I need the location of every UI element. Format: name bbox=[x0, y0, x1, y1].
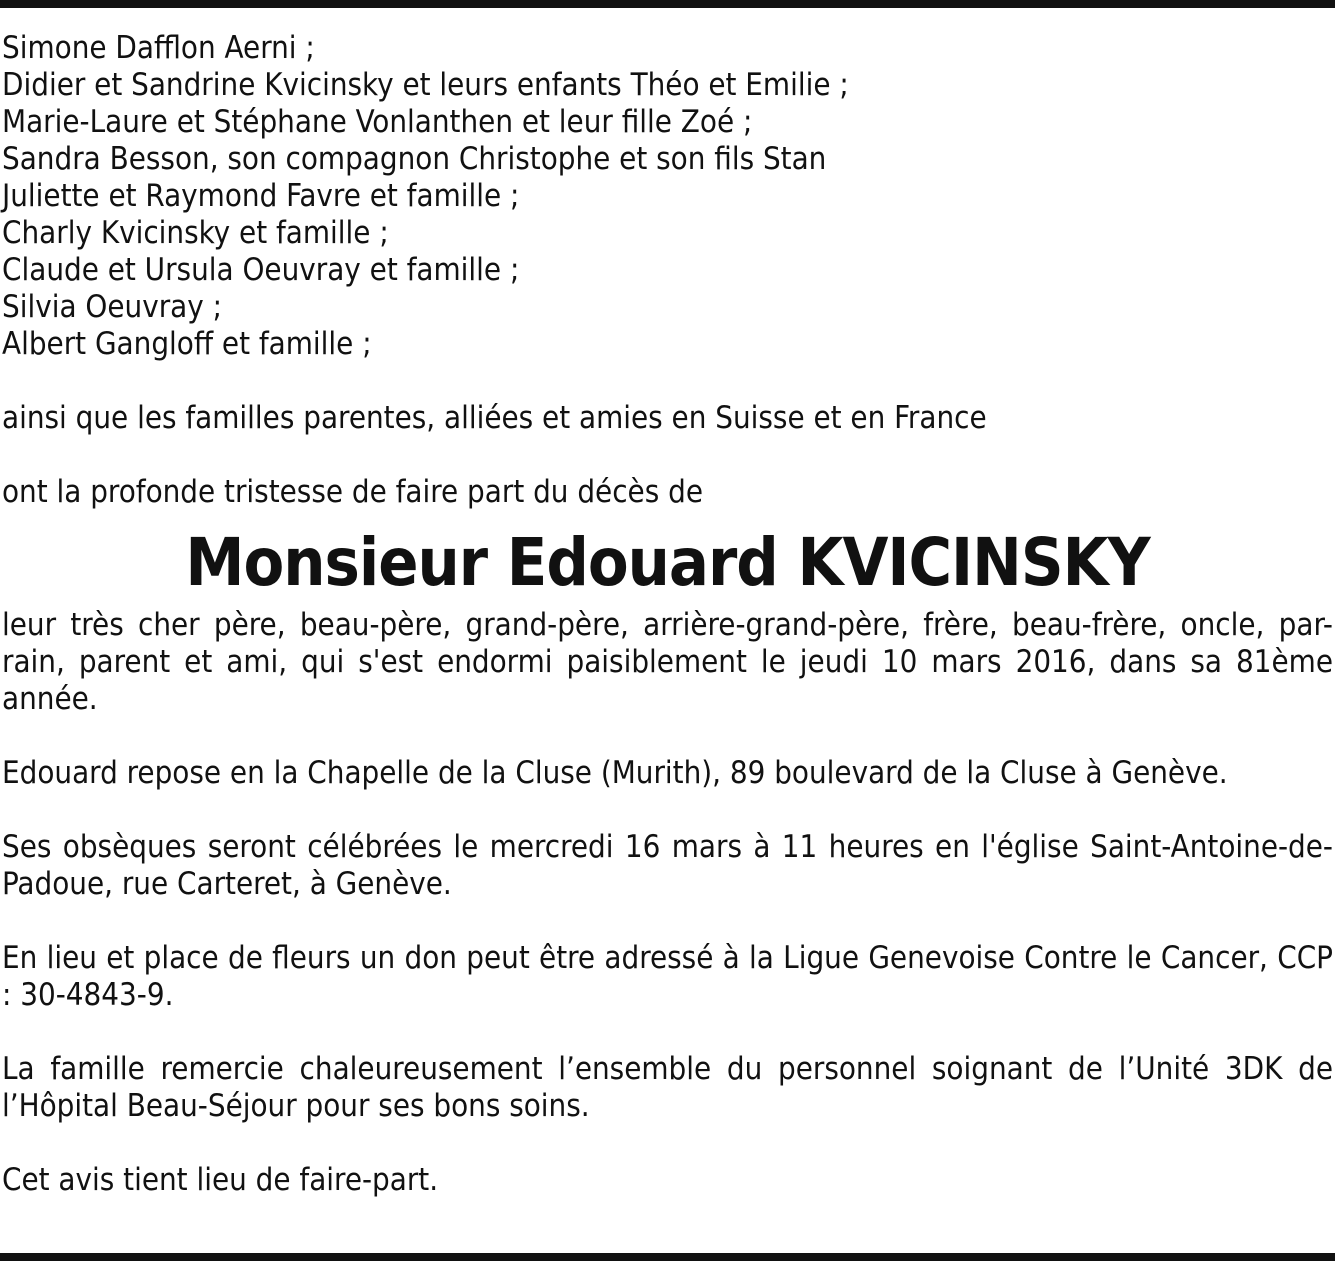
families-line: ainsi que les familles parentes, alliées et amies en Suisse et en France bbox=[2, 400, 987, 436]
mourner-line: Charly Kvicinsky et famille ; bbox=[2, 215, 389, 251]
deceased-name: Monsieur Edouard KVICINSKY bbox=[185, 524, 1150, 601]
mourners-list bbox=[2, 30, 1333, 363]
obituary-notice bbox=[2, 30, 1333, 1199]
closing-line: Cet avis tient lieu de faire-part. bbox=[2, 1162, 439, 1198]
donation-paragraph: En lieu et place de fleurs un don peut être adressé à la Ligue Genevoise Contre le Cancer, CCP : 30-4843-9. bbox=[2, 940, 1333, 1013]
top-rule bbox=[0, 0, 1335, 8]
mourner-line: Claude et Ursula Oeuvray et famille ; bbox=[2, 252, 520, 288]
funeral-paragraph: Ses obsèques seront célébrées le mercredi 16 mars à 11 heures en l'église Saint-Antoine-de-Padoue, rue Carteret, à Genève. bbox=[2, 829, 1333, 902]
mourner-line: Albert Gangloff et famille ; bbox=[2, 326, 372, 362]
bottom-rule bbox=[0, 1253, 1335, 1261]
deceased-description: leur très cher père, beau-père, grand-père, arrière-grand-père, frère, beau-frère, oncle, par-rain, parent et ami, qui s'est endormi paisiblement le jeudi 10 mars 2016, dans sa 81ème année. bbox=[2, 607, 1333, 717]
announcement-line: ont la profonde tristesse de faire part du décès de bbox=[2, 474, 703, 510]
mourner-line: Didier et Sandrine Kvicinsky et leurs enfants Théo et Emilie ; bbox=[2, 67, 849, 103]
thanks-paragraph: La famille remercie chaleureusement l’ensemble du personnel soignant de l’Unité 3DK de l’Hôpital Beau-Séjour pour ses bons soins. bbox=[2, 1051, 1333, 1124]
mourner-line: Sandra Besson, son compagnon Christophe et son fils Stan bbox=[2, 141, 827, 177]
mourner-line: Juliette et Raymond Favre et famille ; bbox=[2, 178, 520, 214]
mourner-line: Simone Dafflon Aerni ; bbox=[2, 30, 315, 66]
mourner-line: Marie-Laure et Stéphane Vonlanthen et leur fille Zoé ; bbox=[2, 104, 753, 140]
mourner-line: Silvia Oeuvray ; bbox=[2, 289, 222, 325]
rest-place-paragraph: Edouard repose en la Chapelle de la Cluse (Murith), 89 boulevard de la Cluse à Genève. bbox=[2, 755, 1228, 791]
